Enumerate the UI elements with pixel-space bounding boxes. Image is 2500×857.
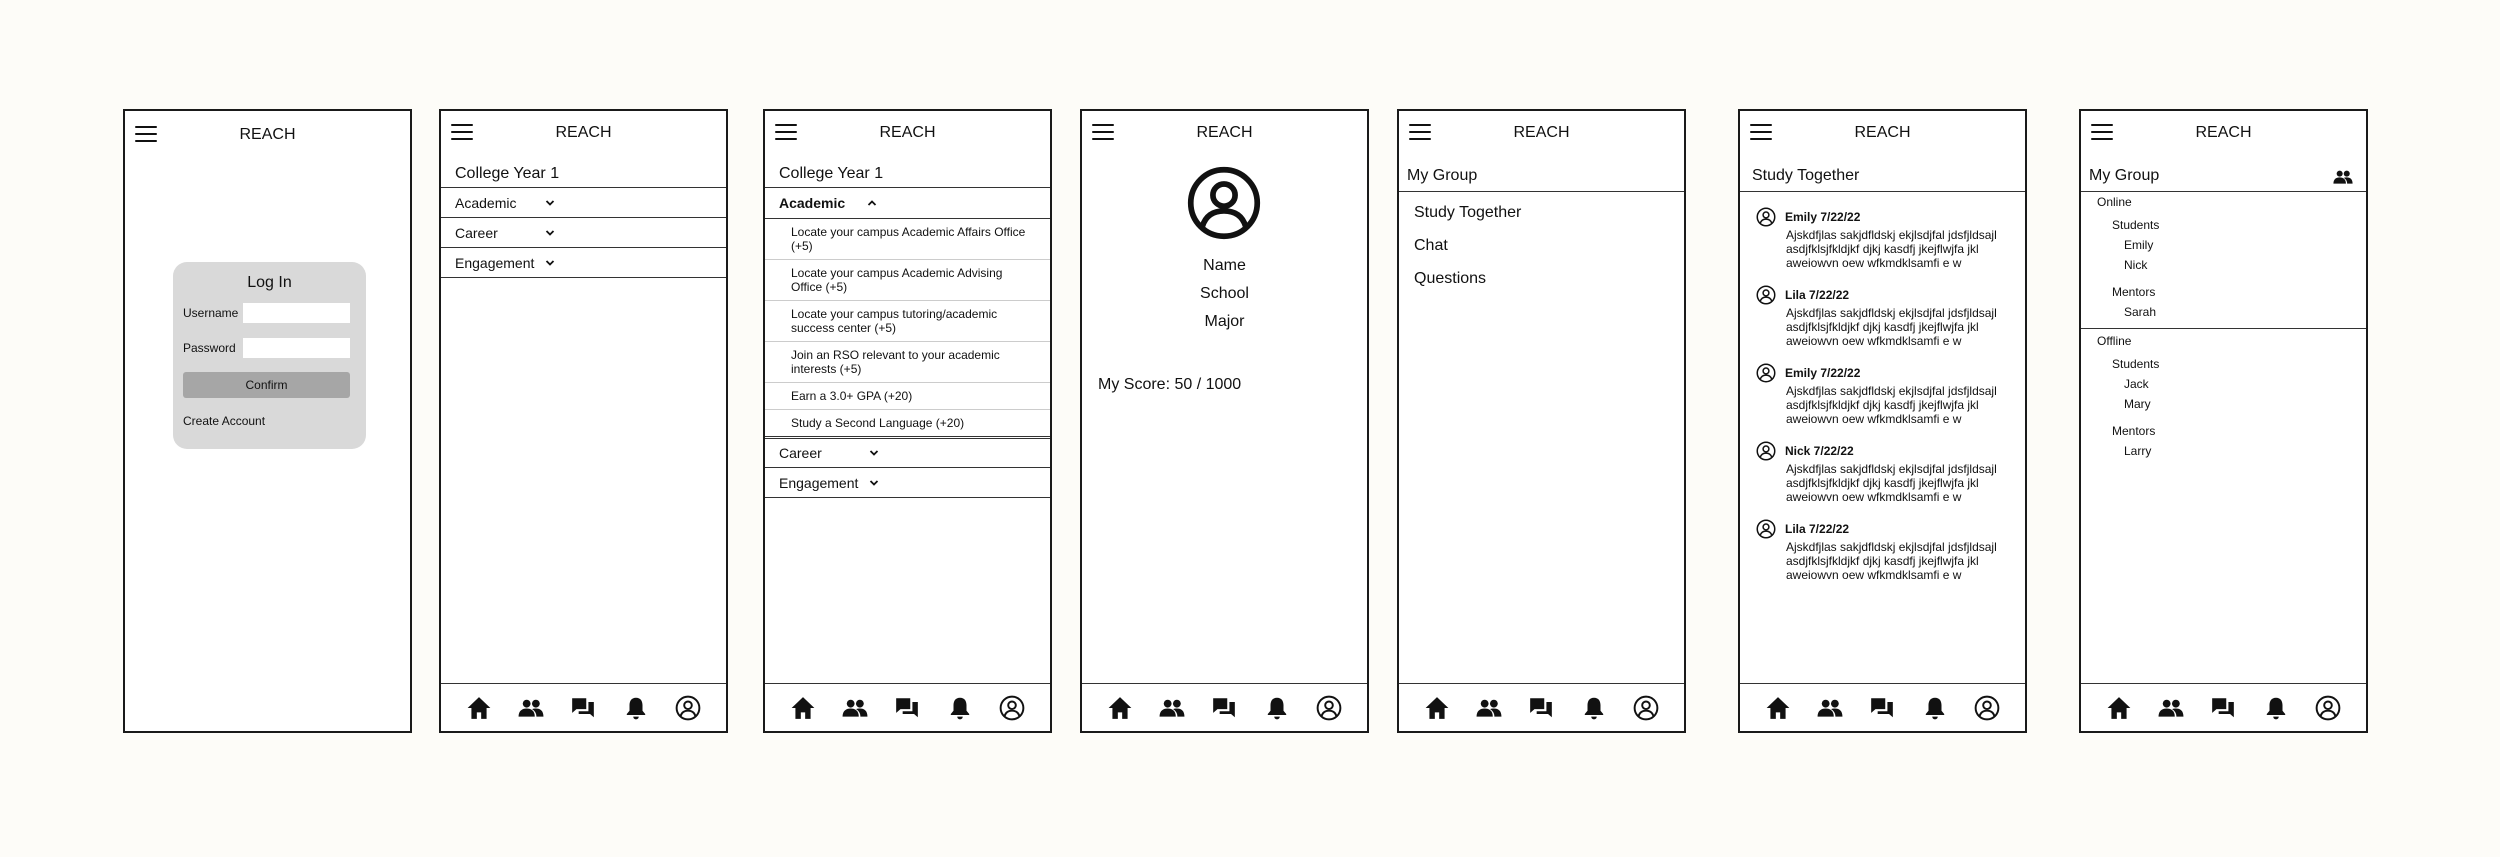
username-input[interactable] (243, 303, 350, 323)
nav-group[interactable] (1474, 693, 1504, 723)
login-heading: Log In (247, 274, 292, 291)
post-author: Nick 7/22/22 (1785, 444, 1854, 458)
post-header (1756, 206, 2011, 228)
nav-profile[interactable] (2313, 693, 2343, 723)
task-item[interactable]: Study a Second Language (+20) (765, 410, 1050, 437)
task-item[interactable]: Earn a 3.0+ GPA (+20) (765, 383, 1050, 410)
app-title: REACH (555, 124, 612, 141)
username-row (183, 302, 356, 324)
menu-chat[interactable]: Chat (1414, 236, 1448, 254)
section-engagement[interactable] (441, 248, 726, 278)
post-header (1756, 362, 2011, 384)
user-avatar-icon (1756, 519, 1776, 539)
bell-icon (1922, 695, 1948, 721)
member-name[interactable]: Jack (2124, 377, 2149, 391)
group-icon (2158, 695, 2184, 721)
nav-notifications[interactable] (2261, 693, 2291, 723)
password-input[interactable] (243, 338, 350, 358)
post-item[interactable] (1740, 362, 2025, 426)
offline-heading: Offline (2097, 334, 2132, 348)
profile-school: School (1200, 285, 1249, 302)
home-icon (1765, 695, 1791, 721)
college-heading: College Year 1 (779, 165, 884, 182)
post-header (1756, 518, 2011, 540)
nav-home[interactable] (1763, 693, 1793, 723)
task-item[interactable]: Locate your campus Academic Advising Office (+5) (765, 260, 1050, 301)
login-card (173, 262, 366, 449)
screen-college-expanded (763, 109, 1052, 733)
profile-icon (1974, 695, 2000, 721)
nav-home[interactable] (788, 693, 818, 723)
section-career[interactable] (441, 218, 726, 248)
students-heading: Students (2112, 357, 2160, 371)
nav-home[interactable] (2104, 693, 2134, 723)
task-item[interactable]: Locate your campus Academic Affairs Office (+5) (765, 219, 1050, 260)
profile-name: Name (1203, 257, 1246, 274)
post-author: Emily 7/22/22 (1785, 210, 1861, 224)
nav-notifications[interactable] (621, 693, 651, 723)
nav-notifications[interactable] (1920, 693, 1950, 723)
chevron-up-icon (867, 198, 877, 208)
mentors-heading: Mentors (2112, 285, 2156, 299)
post-body: Ajskdfjlas sakjdfldskj ekjlsdjfal jdsfjldsajl asdjfklsjfkldjkf djkj kasdfj jkejflwjfa jkl aweiowvn oew wfkmdklsamfi e w (1786, 228, 1997, 270)
section-label: Academic (779, 195, 846, 211)
group-heading: My Group (1407, 167, 1478, 184)
profile-major: Major (1204, 313, 1245, 330)
section-label: Career (455, 224, 498, 241)
nav-group[interactable] (1157, 693, 1187, 723)
create-account-link[interactable]: Create Account (183, 414, 266, 428)
nav-chat[interactable] (1867, 693, 1897, 723)
profile-icon (1316, 695, 1342, 721)
password-label: Password (183, 341, 236, 355)
divider (2081, 328, 2366, 329)
nav-home[interactable] (464, 693, 494, 723)
nav-chat[interactable] (892, 693, 922, 723)
screen-study-together (1738, 109, 2027, 733)
post-author: Emily 7/22/22 (1785, 366, 1861, 380)
post-body: Ajskdfjlas sakjdfldskj ekjlsdjfal jdsfjldsajl asdjfklsjfkldjkf djkj kasdfj jkejflwjfa jkl aweiowvn oew wfkmdklsamfi e w (1786, 306, 1997, 348)
chevron-down-icon (869, 448, 879, 458)
nav-profile[interactable] (997, 693, 1027, 723)
member-name[interactable]: Nick (2124, 258, 2148, 272)
section-label: Engagement (455, 254, 535, 271)
app-title: REACH (1513, 124, 1570, 141)
group-heading (2081, 155, 2366, 191)
nav-profile[interactable] (1972, 693, 2002, 723)
top-bar (1082, 111, 1367, 155)
chat-icon (570, 695, 596, 721)
chevron-down-icon (545, 228, 555, 238)
online-heading: Online (2097, 195, 2132, 209)
students-heading: Students (2112, 218, 2160, 232)
post-body: Ajskdfjlas sakjdfldskj ekjlsdjfal jdsfjldsajl asdjfklsjfkldjkf djkj kasdfj jkejflwjfa jkl aweiowvn oew wfkmdklsamfi e w (1786, 462, 1997, 504)
group-icon (1817, 695, 1843, 721)
mentors-heading: Mentors (2112, 424, 2156, 438)
bottom-nav (1399, 683, 1684, 731)
screen-college (439, 109, 728, 733)
nav-notifications[interactable] (945, 693, 975, 723)
chat-icon (894, 695, 920, 721)
post-body: Ajskdfjlas sakjdfldskj ekjlsdjfal jdsfjldsajl asdjfklsjfkldjkf djkj kasdfj jkejflwjfa jkl aweiowvn oew wfkmdklsamfi e w (1786, 384, 1997, 426)
section-academic[interactable] (765, 188, 1050, 219)
nav-profile[interactable] (673, 693, 703, 723)
nav-chat[interactable] (1526, 693, 1556, 723)
nav-notifications[interactable] (1262, 693, 1292, 723)
chevron-down-icon (869, 478, 879, 488)
profile-icon (675, 695, 701, 721)
member-name[interactable]: Mary (2124, 397, 2151, 411)
profile-icon (999, 695, 1025, 721)
username-label: Username (183, 306, 239, 320)
post-author: Lila 7/22/22 (1785, 288, 1850, 302)
nav-group[interactable] (1815, 693, 1845, 723)
member-name[interactable]: Emily (2124, 238, 2154, 252)
member-name[interactable]: Sarah (2124, 305, 2157, 319)
nav-chat[interactable] (2208, 693, 2238, 723)
chat-icon (1869, 695, 1895, 721)
app-title: REACH (2195, 124, 2252, 141)
post-item[interactable] (1740, 440, 2025, 504)
section-label: Career (779, 445, 822, 461)
post-item[interactable] (1740, 206, 2025, 270)
nav-profile[interactable] (1631, 693, 1661, 723)
nav-group[interactable] (516, 693, 546, 723)
bottom-nav (1082, 683, 1367, 731)
bell-icon (947, 695, 973, 721)
post-item[interactable] (1740, 284, 2025, 348)
nav-profile[interactable] (1314, 693, 1344, 723)
college-heading: College Year 1 (455, 165, 560, 182)
nav-notifications[interactable] (1579, 693, 1609, 723)
bell-icon (1581, 695, 1607, 721)
group-icon (1476, 695, 1502, 721)
study-together-heading: Study Together (1752, 167, 1860, 184)
post-header (1756, 440, 2011, 462)
menu-study-together[interactable]: Study Together (1414, 203, 1522, 221)
section-label: Academic (455, 194, 517, 211)
password-row (183, 337, 356, 359)
chat-icon (1528, 695, 1554, 721)
task-item[interactable]: Join an RSO relevant to your academic interests (+5) (765, 342, 1050, 383)
post-item[interactable] (1740, 518, 2025, 582)
app-title: REACH (239, 126, 296, 143)
bottom-nav (441, 683, 726, 731)
post-body: Ajskdfjlas sakjdfldskj ekjlsdjfal jdsfjldsajl asdjfklsjfkldjkf djkj kasdfj jkejflwjfa jkl aweiowvn oew wfkmdklsamfi e w (1786, 540, 1997, 582)
home-icon (1424, 695, 1450, 721)
top-bar (765, 111, 1050, 155)
nav-group[interactable] (840, 693, 870, 723)
group-icon (842, 695, 868, 721)
nav-home[interactable] (1105, 693, 1135, 723)
top-bar (125, 111, 410, 157)
profile-icon (2315, 695, 2341, 721)
bell-icon (1264, 695, 1290, 721)
app-title: REACH (1196, 124, 1253, 141)
home-icon (466, 695, 492, 721)
user-avatar-icon (1756, 363, 1776, 383)
post-author: Lila 7/22/22 (1785, 522, 1850, 536)
screen-login (123, 109, 412, 733)
chat-icon (2210, 695, 2236, 721)
user-avatar-icon (1756, 285, 1776, 305)
bottom-nav (765, 683, 1050, 731)
top-bar (1740, 111, 2025, 155)
profile-icon (1633, 695, 1659, 721)
top-bar (2081, 111, 2366, 155)
group-title: My Group (2089, 167, 2160, 184)
group-icon[interactable] (2332, 167, 2354, 187)
confirm-button[interactable]: Confirm (183, 372, 350, 398)
screen-group-members (2079, 109, 2368, 733)
member-name[interactable]: Larry (2124, 444, 2152, 458)
section-engagement[interactable] (765, 468, 1050, 498)
nav-chat[interactable] (1209, 693, 1239, 723)
nav-group[interactable] (2156, 693, 2186, 723)
section-academic[interactable] (441, 188, 726, 218)
home-icon (790, 695, 816, 721)
app-title: REACH (879, 124, 936, 141)
task-item[interactable]: Locate your campus tutoring/academic success center (+5) (765, 301, 1050, 342)
chevron-down-icon (545, 198, 555, 208)
section-label: Engagement (779, 474, 859, 491)
group-icon (1159, 695, 1185, 721)
home-icon (2106, 695, 2132, 721)
screen-profile (1080, 109, 1369, 733)
screen-group-menu (1397, 109, 1686, 733)
bottom-nav (2081, 683, 2366, 731)
bell-icon (2263, 695, 2289, 721)
section-career[interactable] (765, 438, 1050, 468)
home-icon (1107, 695, 1133, 721)
app-title: REACH (1854, 124, 1911, 141)
score-text: My Score: 50 / 1000 (1098, 376, 1242, 393)
chat-icon (1211, 695, 1237, 721)
avatar-icon (1186, 165, 1262, 241)
nav-home[interactable] (1422, 693, 1452, 723)
top-bar (1399, 111, 1684, 155)
bell-icon (623, 695, 649, 721)
chevron-down-icon (545, 258, 555, 268)
nav-chat[interactable] (568, 693, 598, 723)
menu-questions[interactable]: Questions (1414, 269, 1487, 287)
post-header (1756, 284, 2011, 306)
group-icon (518, 695, 544, 721)
top-bar (441, 111, 726, 155)
user-avatar-icon (1756, 441, 1776, 461)
user-avatar-icon (1756, 207, 1776, 227)
bottom-nav (1740, 683, 2025, 731)
